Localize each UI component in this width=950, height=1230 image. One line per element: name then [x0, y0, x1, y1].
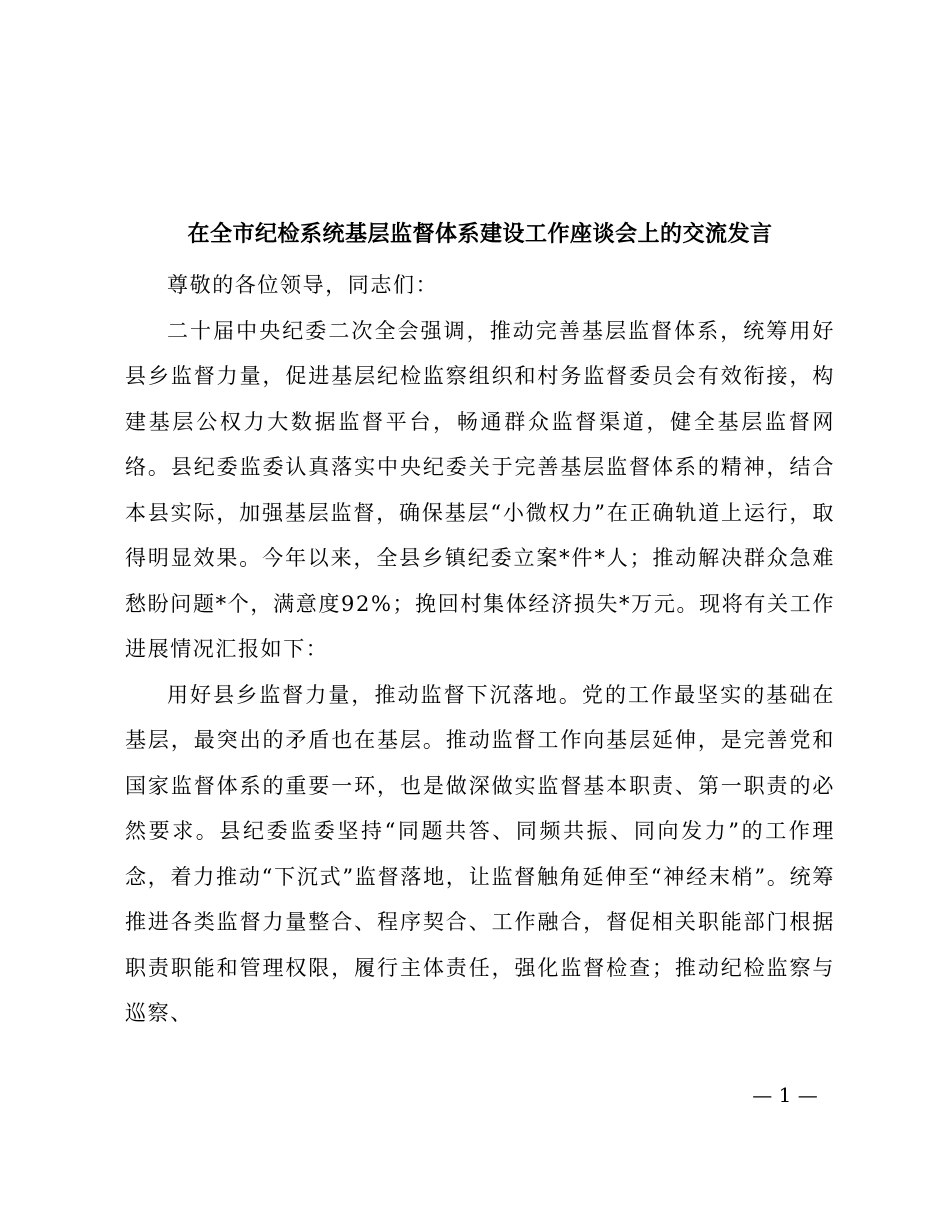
page-number: — 1 —	[752, 1083, 818, 1107]
salutation: 尊敬的各位领导，同志们：	[167, 273, 439, 297]
paragraph-2: 用好县乡监督力量，推动监督下沉落地。党的工作最坚实的基础在基层，最突出的矛盾也在基层。推动监督工作向基层延伸，是完善党和国家监督体系的重要一环，也是做深做实监督基本职责、第一职责的必然要求。县纪委监委坚持“同题共答、同频共振、同向发力”的工作理念，着力推动“下沉式”监督落地，让监督触角延伸至“神经末梢”。统筹推进各类监督力量整合、程序契合、工作融合，督促相关职能部门根据职责职能和管理权限，履行主体责任，强化监督检查；推动纪检监察与巡察、	[125, 682, 835, 1025]
document-body	[125, 263, 835, 1037]
document-title: 在全市纪检系统基层监督体系建设工作座谈会上的交流发言	[187, 221, 773, 247]
paragraph-1: 二十届中央纪委二次全会强调，推动完善基层监督体系，统筹用好县乡监督力量，促进基层纪检监察组织和村务监督委员会有效衔接，构建基层公权力大数据监督平台，畅通群众监督渠道，健全基层监督网络。县纪委监委认真落实中央纪委关于完善基层监督体系的精神，结合本县实际，加强基层监督，确保基层“小微权力”在正确轨道上运行，取得明显效果。今年以来，全县乡镇纪委立案*件*人；推动解决群众急难愁盼问题*个，满意度92%；挽回村集体经济损失*万元。现将有关工作进展情况汇报如下：	[125, 318, 835, 661]
